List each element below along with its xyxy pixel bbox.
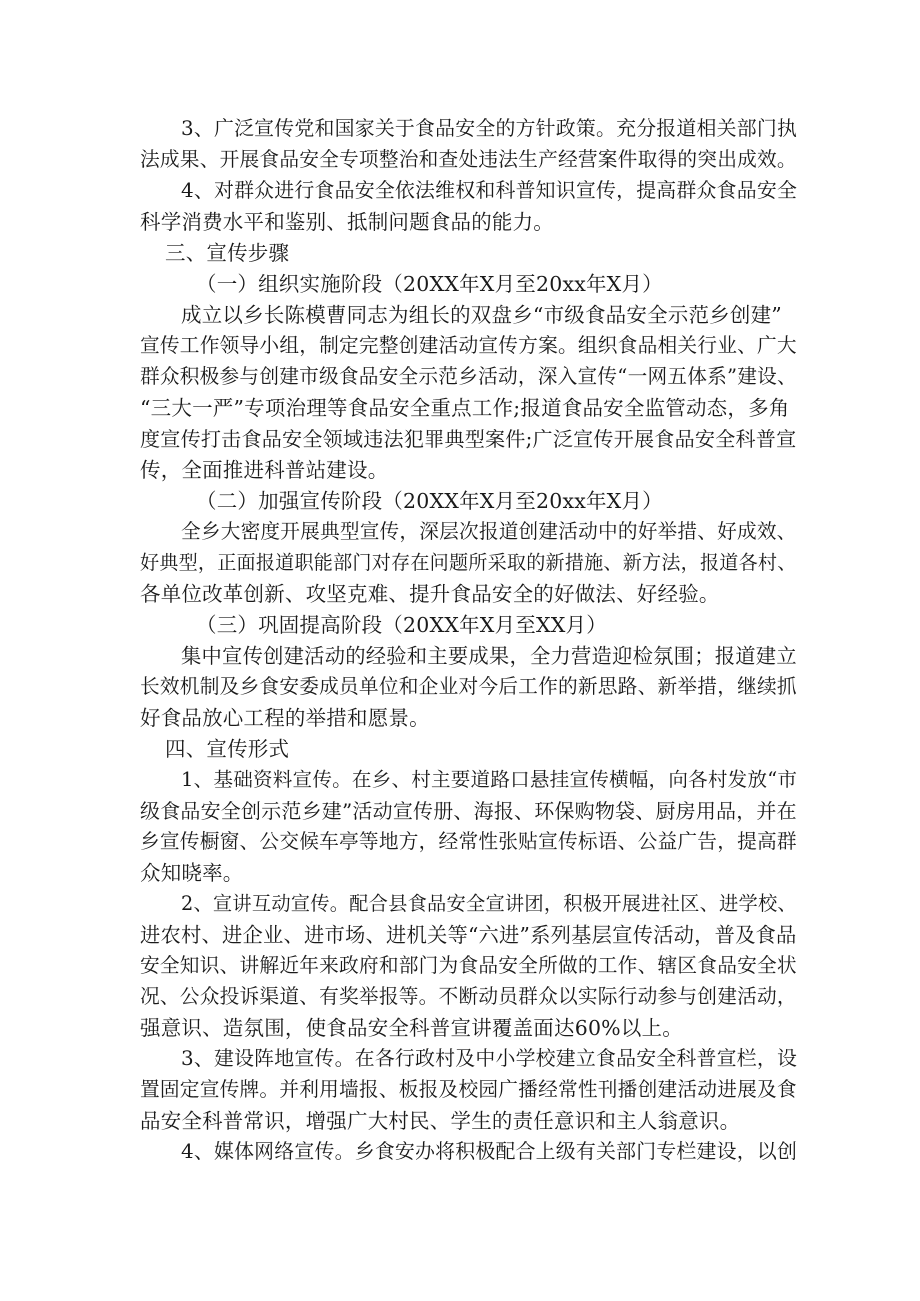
- subsection-heading: （一）组织实施阶段（20XX年X月至20xx年X月）: [196, 272, 663, 296]
- paragraph-line: 法成果、开展食品安全专项整治和查处违法生产经营案件取得的突出成效。: [140, 148, 797, 171]
- paragraph-line: 进农村、进企业、进市场、进机关等“六进”系列基层宣传活动，普及食品: [140, 923, 797, 947]
- paragraph-line: 乡宣传橱窗、公交候车亭等地方，经常性张贴宣传标语、公益广告，提高群: [140, 830, 797, 853]
- paragraph-line: 度宣传打击食品安全领域违法犯罪典型案件;广泛宣传开展食品安全科普宣: [140, 427, 797, 451]
- paragraph-line: 科学消费水平和鉴别、抵制问题食品的能力。: [140, 210, 554, 234]
- paragraph-line: 群众积极参与创建市级食品安全示范乡活动，深入宣传“一网五体系”建设、: [140, 365, 797, 388]
- paragraph-line: 众知晓率。: [140, 861, 244, 885]
- paragraph-line: 传，全面推进科普站建设。: [140, 458, 389, 482]
- subsection-heading: （二）加强宣传阶段（20XX年X月至20xx年X月）: [196, 489, 663, 513]
- paragraph-line: 全乡大密度开展典型宣传，深层次报道创建活动中的好举措、好成效、: [181, 520, 797, 543]
- paragraph-line: “三大一严”专项治理等食品安全重点工作;报道食品安全监管动态，多角: [140, 396, 790, 420]
- paragraph-line: 况、公众投诉渠道、有奖举报等。不断动员群众以实际行动参与创建活动，: [140, 985, 797, 1008]
- paragraph-line: 各单位改革创新、攻坚克难、提升食品安全的好做法、好经验。: [140, 582, 720, 606]
- paragraph-line: 宣传工作领导小组，制定完整创建活动宣传方案。组织食品相关行业、广大: [140, 334, 797, 357]
- paragraph-line: 品安全科普常识，增强广大村民、学生的责任意识和主人翁意识。: [140, 1109, 741, 1133]
- section-heading: 四、宣传形式: [165, 737, 290, 761]
- paragraph-line: 集中宣传创建活动的经验和主要成果，全力营造迎检氛围；报道建立: [181, 644, 797, 668]
- paragraph-line: 强意识、造氛围，使食品安全科普宣讲覆盖面达60%以上。: [140, 1016, 683, 1040]
- paragraph-line: 3、建设阵地宣传。在各行政村及中小学校建立食品安全科普宣栏，设: [181, 1047, 798, 1070]
- paragraph-line: 4、对群众进行食品安全依法维权和科普知识宣传，提高群众食品安全: [181, 179, 798, 202]
- paragraph-line: 1、基础资料宣传。在乡、村主要道路口悬挂宣传横幅，向各村发放“市: [181, 768, 798, 791]
- section-heading: 三、宣传步骤: [165, 241, 290, 265]
- paragraph-line: 2、宣讲互动宣传。配合县食品安全宣讲团，积极开展进社区、进学校、: [181, 892, 797, 915]
- paragraph-line: 3、广泛宣传党和国家关于食品安全的方针政策。充分报道相关部门执: [181, 117, 798, 140]
- paragraph-line: 安全知识、讲解近年来政府和部门为食品安全所做的工作、辖区食品安全状: [140, 954, 797, 977]
- paragraph-line: 好典型，正面报道职能部门对存在问题所采取的新措施、新方法，报道各村、: [140, 551, 797, 574]
- paragraph-line: 成立以乡长陈模曹同志为组长的双盘乡“市级食品安全示范乡创建”: [181, 303, 782, 327]
- paragraph-line: 好食品放心工程的举措和愿景。: [140, 706, 430, 730]
- subsection-heading: （三）巩固提高阶段（20XX年X月至XX月）: [196, 613, 607, 637]
- paragraph-line: 长效机制及乡食安委成员单位和企业对今后工作的新思路、新举措，继续抓: [140, 675, 797, 698]
- paragraph-line: 级食品安全创示范乡建”活动宣传册、海报、环保购物袋、厨房用品，并在: [140, 799, 797, 823]
- paragraph-line: 置固定宣传牌。并利用墙报、板报及校园广播经常性刊播创建活动进展及食: [140, 1078, 797, 1101]
- paragraph-line: 4、媒体网络宣传。乡食安办将积极配合上级有关部门专栏建设，以创: [181, 1140, 798, 1163]
